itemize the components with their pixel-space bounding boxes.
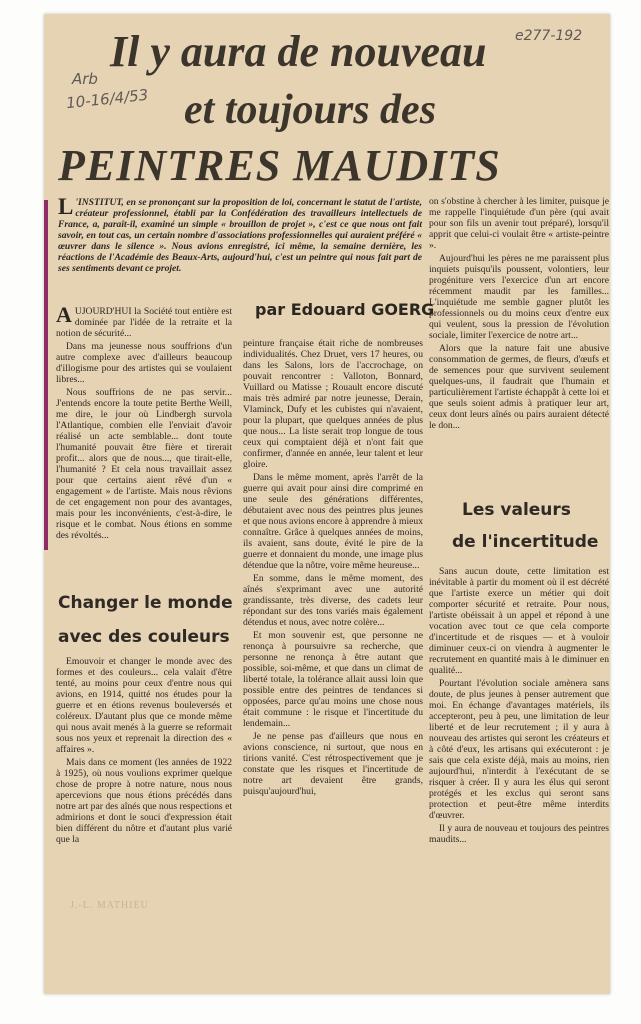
col1b-p1: Emouvoir et changer le monde avec des formes et des couleurs... cela valait d'être tenté, au moins pour ceux d'entre nous qui avions, en 1914, quitté nos études pour la guerre et en étions revenus bouleversés et coléreux. D'autant plus que ce monde même qui nous avait menés à la guerre se reformait sous nos yeux et reprenait la direction des « affaires ». bbox=[56, 656, 232, 755]
column-1-top bbox=[56, 302, 232, 541]
col3b-p2: Pourtant l'évolution sociale amènera sans doute, de plus jeunes à penser autrement que moi. En échange d'avantages matériels, ils accepteront, peu à peu, une limitation de leur liberté et de leur recrutement ; il y aura à nouveau des artistes qui seront les créateurs et à côté d'eux, les artisans qui exécuteront : je sais que cela existe déjà, mais au moins, rien aujourd'hui, n'interdit à l'exécutant de se risquer à créer. Il y aura les élus qui seront protégés et les exclus qui seront sans protection et peut-être même interdits d'œuvrer. bbox=[429, 678, 609, 821]
handwritten-reference: e277-192 bbox=[515, 28, 583, 44]
col2-p5: Je ne pense pas d'ailleurs que nous en avions conscience, ni surtout, que nous en tirions vanité. C'est rétrospectivement que je constate que les risques et l'incertitude de notre art devaient être grands, puisqu'aujourd'hui, bbox=[243, 731, 423, 797]
handwritten-date: 10-16/4/53 bbox=[65, 85, 150, 113]
col3b-p3: Il y aura de nouveau et toujours des peintres maudits... bbox=[429, 823, 609, 845]
headline-line-3: PEINTRES MAUDITS bbox=[58, 141, 501, 190]
col3-p1: on s'obstine à chercher à les limiter, puisque je me rappelle l'inquiétude d'un père (qui avait pour son fils un avenir tout préparé), lorsqu'il apprit que celui-ci voulait être « artiste-peintre ». bbox=[429, 196, 609, 251]
col3-p2: Aujourd'hui les pères ne me paraissent plus inquiets puisqu'ils poussent, volontiers, leur progéniture vers l'exercice d'un art encore récemment maudit par les familles... L'inquiétude me semble gagner plutôt les professionnels ou du moins ceux d'entre eux qui veulent, sous la pression de l'évolution sociale, limiter l'exercice de notre art... bbox=[429, 253, 609, 341]
column-1-bottom bbox=[56, 656, 232, 896]
col2-p4: Et mon souvenir est, que personne ne renonça à poursuivre sa recherche, que personne ne renonça à être autant que possible, soi-même, et que dans un climat de liberté totale, la tolérance allait aussi loin que possible entre des peintres de tendances si opposées, parce qu'au moins une chose nous était commune : le risque et l'incertitude du lendemain... bbox=[243, 630, 423, 729]
column-3-bottom bbox=[429, 566, 609, 896]
col2-p3: En somme, dans le même moment, des aînés s'exprimant avec une autorité grandissante, très diverse, des cadets leur répondant sur des tons variés mais également détendus et nous, avec notre colère... bbox=[243, 573, 423, 628]
col1-p2: Dans ma jeunesse nous souffrions d'un autre complexe avec d'ailleurs beaucoup d'illogisme pour des artistes qui se voulaient libres... bbox=[56, 341, 232, 385]
subheading-changer: Changer le monde bbox=[58, 593, 233, 613]
headline-line-2: et toujours des bbox=[184, 87, 437, 133]
col2-p2: Dans le même moment, après l'arrêt de la guerre qui avait pour ainsi dire comprimé en une seule des générations différentes, débutaient avec nous des peintres plus jeunes et que nous avions encore à apprendre à mieux connaître. Grâce à quelques années de moins, ils avaient, sans doute, évité le pire de la guerre et donnaient du monde, une image plus détendue que la nôtre, voire même heureuse... bbox=[243, 472, 423, 571]
bleed-through-text: J.-L. MATHIEU bbox=[70, 900, 149, 911]
col1-p3: Nous souffrions de ne pas servir... J'entends encore la toute petite Berthe Weill, me dire, le jour où Lindbergh survola l'Atlantique, combien elle l'enviait d'avoir réalisé un acte semblable... dont toute l'humanité pouvait être fière et tirerait profit... alors que de nous..., que tirait-elle, l'humanité ? Et cela nous travaillait assez pour que certains aient rêvé d'un « engagement » de l'artiste. Mais nous rêvions de cet engagement non pour des avantages, mais pour les inconvénients, c'est-à-dire, le risque et le combat. Nous étions en somme des révoltés... bbox=[56, 387, 232, 541]
col1-p1: UJOURD'HUI la Société tout entière est dominée par l'idée de la retraite et la notion de sécurité... bbox=[56, 306, 232, 339]
col2-p1: peinture française était riche de nombreuses individualités. Chez Druet, vers 17 heures, ou dans les Salons, lors de l'accrochage, on pouvait rencontrer : Valloton, Bonnard, Vuillard ou Matisse ; Rouault encore discuté mais très admiré par notre jeunesse, Derain, Vlaminck, Dufy et les cubistes qui n'avaient, pour la plupart, que quelques années de plus que nous... La liste serait trop longue de tous ceux qui comptaient déjà et n'ont fait que confirmer, d'année en année, leur talent et leur gloire. bbox=[243, 338, 423, 470]
column-3-top bbox=[429, 196, 609, 492]
intro-paragraph bbox=[58, 194, 422, 274]
intro-text: 'INSTITUT, en se prononçant sur la proposition de loi, concernant le statut de l'artiste, créateur professionnel, établi par la Confédération des travailleurs intellectuels de France, a, paraît-il, examiné un simple « brouillon de projet », c'est ce que nous ont fait savoir, en tout cas, un certain nombre d'associations professionnelles qui auraient préféré « œuvrer dans le silence ». Nous avions enregistré, ici même, la semaine dernière, les réactions de l'Académie des Beaux-Arts, aujourd'hui, c'est un peintre qui nous fait part de ses sentiments devant ce projet. bbox=[58, 197, 422, 274]
intro-dropcap: L bbox=[58, 194, 74, 219]
headline-line-1: Il y aura de nouveau bbox=[110, 27, 487, 76]
column-2 bbox=[243, 338, 423, 892]
subheading-incertitude: de l'incertitude bbox=[452, 532, 599, 552]
col3b-p1: Sans aucun doute, cette limitation est inévitable à partir du moment où il est décrété que l'artiste exerce un métier qui doit comporter sécurité et retraite. Pour nous, l'artiste obéissait à un appel et répond à une vocation avec tout ce que cela comporte d'incertitude et de risques — et à vouloir diminuer ceux-ci on viendra à augmenter le recrutement en quantité mais à le diminuer en qualité... bbox=[429, 566, 609, 676]
col1b-p2: Mais dans ce moment (les années de 1922 à 1925), où nous voulions exprimer quelque chose de propre à notre nature, nous nous apercevions que nous étions précédés dans notre art par des aînés que nous respections et admirions et dont le souci d'expression était bien différent du nôtre et d'autant plus varié que la bbox=[56, 757, 232, 845]
subheading-valeurs: Les valeurs bbox=[462, 500, 571, 520]
margin-strip bbox=[44, 200, 48, 550]
col1-dropcap: A bbox=[56, 302, 72, 327]
byline: par Edouard GOERG bbox=[255, 300, 435, 319]
col3-p3: Alors que la nature fait une abusive consommation de germes, de fleurs, d'œufs et de semences pour que survivent seulement quelques-uns, il faudrait que l'humain et particulièrement l'artiste échappât à cette loi et que seuls soient admis à pratiquer leur art, ceux dont leurs aînés ou pairs auraient détecté le don... bbox=[429, 343, 609, 431]
handwritten-initials: Arb bbox=[72, 70, 98, 88]
subheading-couleurs: avec des couleurs bbox=[58, 627, 230, 647]
